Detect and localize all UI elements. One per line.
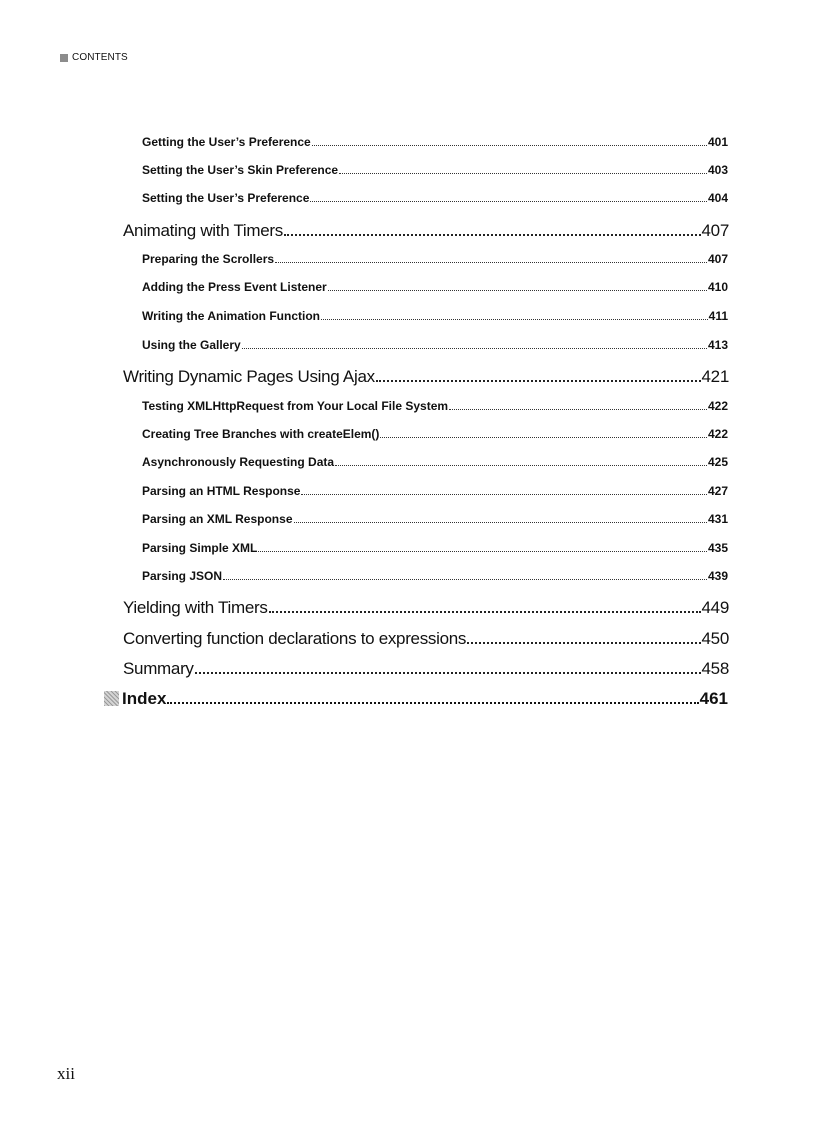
toc-entry[interactable] — [142, 399, 728, 413]
toc-entry[interactable] — [142, 191, 728, 205]
toc-entry-title: Preparing the Scrollers — [142, 252, 275, 266]
toc-entry-page: 407 — [707, 252, 728, 266]
dot-leader — [467, 642, 700, 644]
toc-entry-page: 431 — [707, 512, 728, 526]
dot-leader — [449, 409, 707, 410]
toc-entry-page: 450 — [701, 629, 729, 648]
running-head — [60, 52, 128, 63]
toc-section-entry[interactable] — [123, 598, 729, 618]
square-bullet-icon — [60, 54, 68, 62]
toc-entry-title: Yielding with Timers — [123, 598, 268, 617]
toc-entry-title: Setting the User’s Skin Preference — [142, 163, 339, 177]
toc-entry-page: 404 — [707, 191, 728, 205]
toc-entry-title: Parsing JSON — [142, 569, 223, 583]
toc-entry-page: 411 — [708, 309, 728, 323]
dot-leader — [275, 262, 707, 263]
toc-entry[interactable] — [142, 541, 728, 555]
dot-leader — [294, 522, 707, 523]
toc-entry-page: 401 — [707, 135, 728, 149]
page-folio: xii — [57, 1064, 75, 1083]
toc-entry-page: 461 — [699, 689, 728, 708]
dot-leader — [310, 201, 707, 202]
toc-entry-page: 439 — [707, 569, 728, 583]
dot-leader — [335, 465, 707, 466]
hatched-square-icon — [104, 691, 119, 706]
toc-entry-title: Setting the User’s Preference — [142, 191, 310, 205]
toc-entry-page: 449 — [701, 598, 729, 617]
toc-entry[interactable] — [142, 427, 728, 441]
dot-leader — [301, 494, 706, 495]
toc-entry[interactable] — [142, 252, 728, 266]
dot-leader — [284, 234, 701, 236]
toc-chapter-entry[interactable] — [104, 689, 728, 709]
dot-leader — [223, 579, 707, 580]
dot-leader — [258, 551, 707, 552]
toc-entry[interactable] — [142, 455, 728, 469]
toc-entry-title: Parsing Simple XML — [142, 541, 258, 555]
toc-section-entry[interactable] — [123, 659, 729, 679]
dot-leader — [242, 348, 707, 349]
toc-entry-page: 422 — [707, 399, 728, 413]
toc-entry-page: 427 — [707, 484, 728, 498]
toc-entry-page: 407 — [701, 221, 729, 240]
toc-entry-title: Getting the User’s Preference — [142, 135, 311, 149]
dot-leader — [376, 380, 701, 382]
toc-entry-page: 435 — [707, 541, 728, 555]
toc-entry-page: 422 — [707, 427, 728, 441]
toc-entry-title: Index — [122, 689, 167, 708]
toc-entry-title: Summary — [123, 659, 194, 678]
toc-entry-page: 403 — [707, 163, 728, 177]
toc-entry[interactable] — [142, 512, 728, 526]
toc-entry-page: 458 — [701, 659, 729, 678]
toc-entry-title: Adding the Press Event Listener — [142, 280, 327, 294]
toc-entry-title: Using the Gallery — [142, 338, 241, 352]
toc-section-entry[interactable] — [123, 367, 729, 387]
toc-entry[interactable] — [142, 163, 728, 177]
dot-leader — [328, 290, 707, 291]
dot-leader — [312, 145, 707, 146]
toc-entry-page: 425 — [707, 455, 728, 469]
toc-section-entry[interactable] — [123, 221, 729, 241]
running-head-label: CONTENTS — [72, 52, 128, 63]
dot-leader — [195, 672, 701, 674]
toc-entry[interactable] — [142, 309, 728, 323]
toc-entry-title: Writing Dynamic Pages Using Ajax — [123, 367, 375, 386]
toc-entry-title: Converting function declarations to expressions — [123, 629, 467, 648]
toc-entry-title: Testing XMLHttpRequest from Your Local File System — [142, 399, 449, 413]
toc-entry-title: Animating with Timers — [123, 221, 283, 240]
toc-entry[interactable] — [142, 338, 728, 352]
toc-entry[interactable] — [142, 135, 728, 149]
toc-entry-page: 413 — [707, 338, 728, 352]
toc-section-entry[interactable] — [123, 629, 729, 649]
toc-entry-title: Writing the Animation Function — [142, 309, 320, 323]
dot-leader — [269, 611, 701, 613]
toc-entry-title: Creating Tree Branches with createElem() — [142, 427, 380, 441]
dot-leader — [167, 702, 698, 704]
toc-entry[interactable] — [142, 484, 728, 498]
toc-entry[interactable] — [142, 280, 728, 294]
toc-entry-page: 421 — [701, 367, 729, 386]
toc-entry-page: 410 — [707, 280, 728, 294]
toc-entry-title: Parsing an XML Response — [142, 512, 293, 526]
dot-leader — [380, 437, 707, 438]
dot-leader — [339, 173, 707, 174]
toc-entry-title: Parsing an HTML Response — [142, 484, 301, 498]
toc-entry[interactable] — [142, 569, 728, 583]
toc-entry-title: Asynchronously Requesting Data — [142, 455, 335, 469]
toc-entry-title-wrap — [104, 689, 166, 709]
dot-leader — [321, 319, 708, 320]
